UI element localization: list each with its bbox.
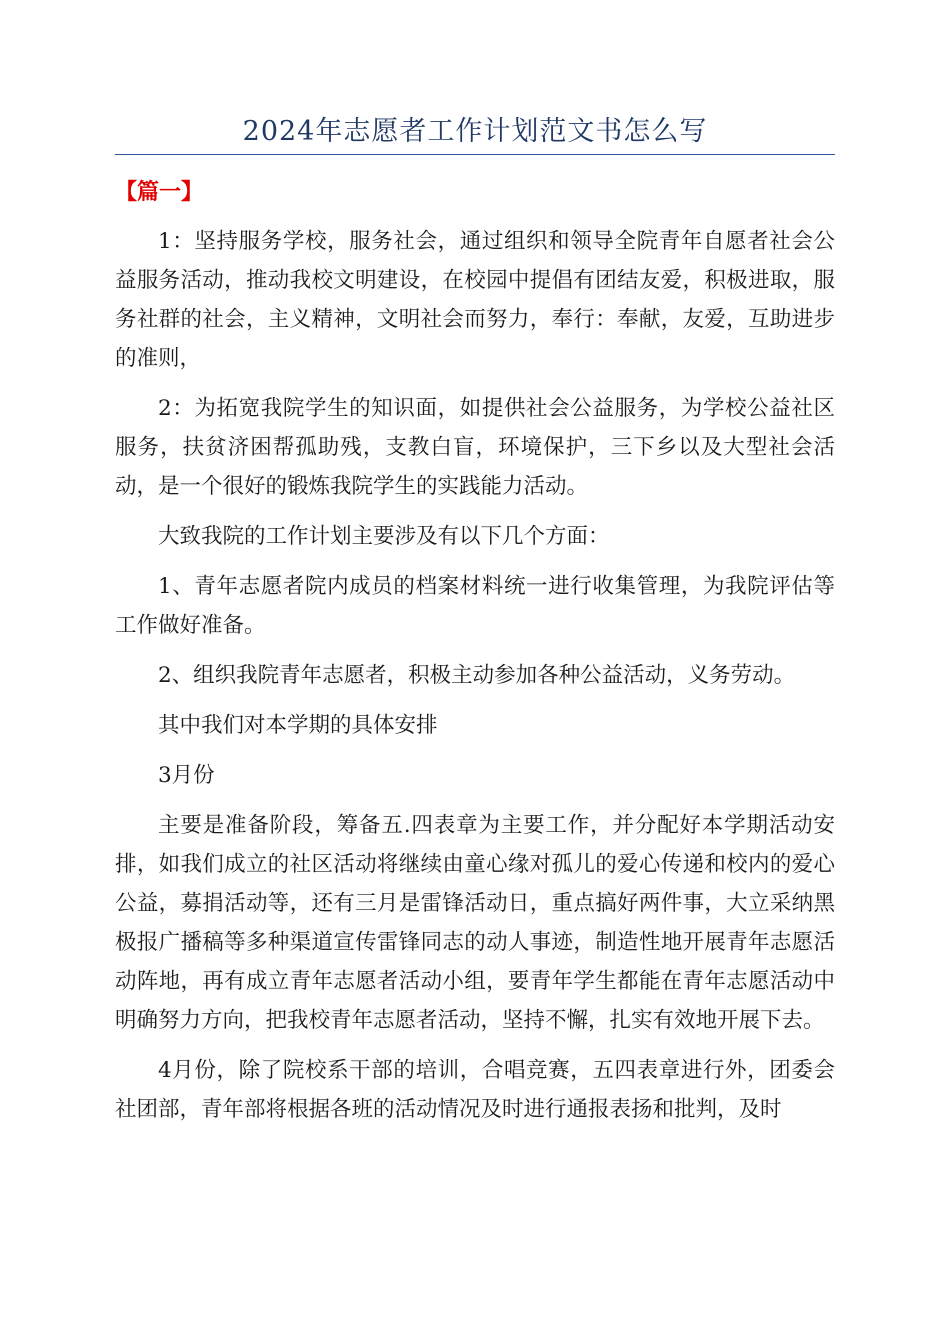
- paragraph: 其中我们对本学期的具体安排: [158, 713, 438, 738]
- paragraph: 4月份，除了院校系干部的培训，合唱竞赛，五四表章进行外，团委会社团部，青年部将根据各班的活动情况及时进行通报表扬和批判，及时: [115, 1058, 835, 1122]
- section-heading: 【篇一】: [115, 180, 204, 205]
- paragraph: 2、组织我院青年志愿者，积极主动参加各种公益活动，义务劳动。: [158, 663, 796, 688]
- title-divider: [115, 154, 835, 155]
- paragraph: 1：坚持服务学校，服务社会，通过组织和领导全院青年自愿者社会公益服务活动，推动我校文明建设，在校园中提倡有团结友爱，积极进取，服务社群的社会，主义精神，文明社会而努力，奉行：奉献，友爱，互助进步的准则，: [115, 229, 835, 371]
- document-body: [115, 222, 835, 1140]
- paragraph: 主要是准备阶段，筹备五.四表章为主要工作，并分配好本学期活动安排，如我们成立的社区活动将继续由童心缘对孤儿的爱心传递和校内的爱心公益，募捐活动等，还有三月是雷锋活动日，重点搞好两件事，大立采纳黑极报广播稿等多种渠道宣传雷锋同志的动人事迹，制造性地开展青年志愿活动阵地，再有成立青年志愿者活动小组，要青年学生都能在青年志愿活动中明确努力方向，把我校青年志愿者活动，坚持不懈，扎实有效地开展下去。: [115, 813, 835, 1033]
- paragraph: 2：为拓宽我院学生的知识面，如提供社会公益服务，为学校公益社区服务，扶贫济困帮孤助残，支教白盲，环境保护，三下乡以及大型社会活动，是一个很好的锻炼我院学生的实践能力活动。: [115, 396, 835, 499]
- paragraph: 大致我院的工作计划主要涉及有以下几个方面：: [158, 524, 610, 549]
- paragraph: 3月份: [158, 763, 215, 788]
- paragraph: 1、青年志愿者院内成员的档案材料统一进行收集管理，为我院评估等工作做好准备。: [115, 574, 835, 638]
- page-title: 2024年志愿者工作计划范文书怎么写: [242, 116, 708, 147]
